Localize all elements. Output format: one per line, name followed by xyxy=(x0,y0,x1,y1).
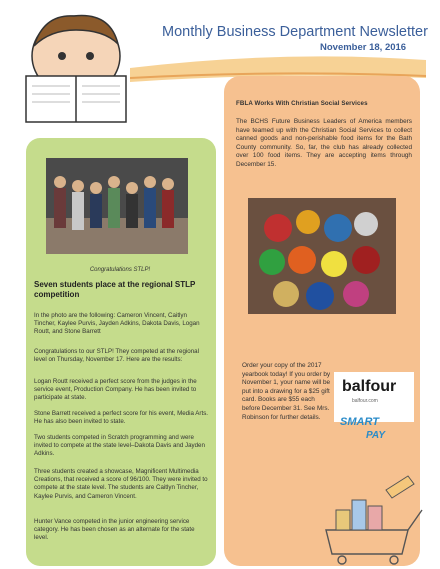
boy-reading-illustration xyxy=(14,6,144,130)
balfour-logo-url: balfour.com xyxy=(352,398,378,404)
paragraph-hunter: Hunter Vance competed in the junior engineering service category. He has been chosen as an alternate for the state level. xyxy=(34,518,195,542)
smartpay-text-1: SMART xyxy=(340,416,379,428)
stlp-heading: Seven students place at the regional STLP competition xyxy=(34,280,196,299)
smartpay-logo xyxy=(336,414,408,444)
paragraph-stone: Stone Barrett received a perfect score for his event, Media Arts. He has also been invited to state. xyxy=(34,410,209,426)
paragraph-showcase: Three students created a showcase, Magnificent Multimedia Creations, that received a score of 96/100. They were invited to compete at the state level. The students are Caitlyn Tincher, Kaylee Purvis, and Cameron Vincent. xyxy=(34,468,208,500)
yearbook-paragraph: Order your copy of the 2017 yearbook today! If you order by November 1, your name will be put into a drawing for a $25 gift card. Books are $55 each before December 31. See Mrs. Robinson for further details. xyxy=(242,362,331,421)
paragraph-scratch: Two students competed in Scratch programming and were invited to compete at the state level–Dakota Davis and Jayden Adkins. xyxy=(34,434,205,458)
fbla-heading: FBLA Works With Christian Social Services xyxy=(236,100,368,107)
balfour-logo-text: balfour xyxy=(342,378,397,395)
paragraph-logan: Logan Routt received a perfect score from the judges in the service event, Production Company. He has been invited to participate at state. xyxy=(34,378,197,402)
photo-caption: Congratulations STLP! xyxy=(89,267,151,273)
newsletter-title: Monthly Business Department Newsletter xyxy=(162,24,428,40)
smartpay-text-2: PAY xyxy=(366,430,386,441)
paragraph-photo-names: In the photo are the following: Cameron Vincent, Caitlyn Tincher, Kaylee Purvis, Jayden Adkins, Dakota Davis, Logan Routt, and Stone Barrett xyxy=(34,312,200,336)
fbla-paragraph: The BCHS Future Business Leaders of America members have teamed up with the Christian Social Services to collect canned goods and non-perishable food items for the Bath County community. So, far, the club has already collected over 100 food items. They are accepting items through December 15. xyxy=(236,118,412,168)
newsletter-date: November 18, 2016 xyxy=(320,42,407,53)
books-cart-illustration xyxy=(318,470,428,566)
paragraph-congrats: Congratulations to our STLP! They competed at the regional level on Thursday, November 17. Here are the results: xyxy=(34,348,199,364)
canned-goods-photo xyxy=(248,198,396,314)
stlp-group-photo xyxy=(46,158,188,254)
